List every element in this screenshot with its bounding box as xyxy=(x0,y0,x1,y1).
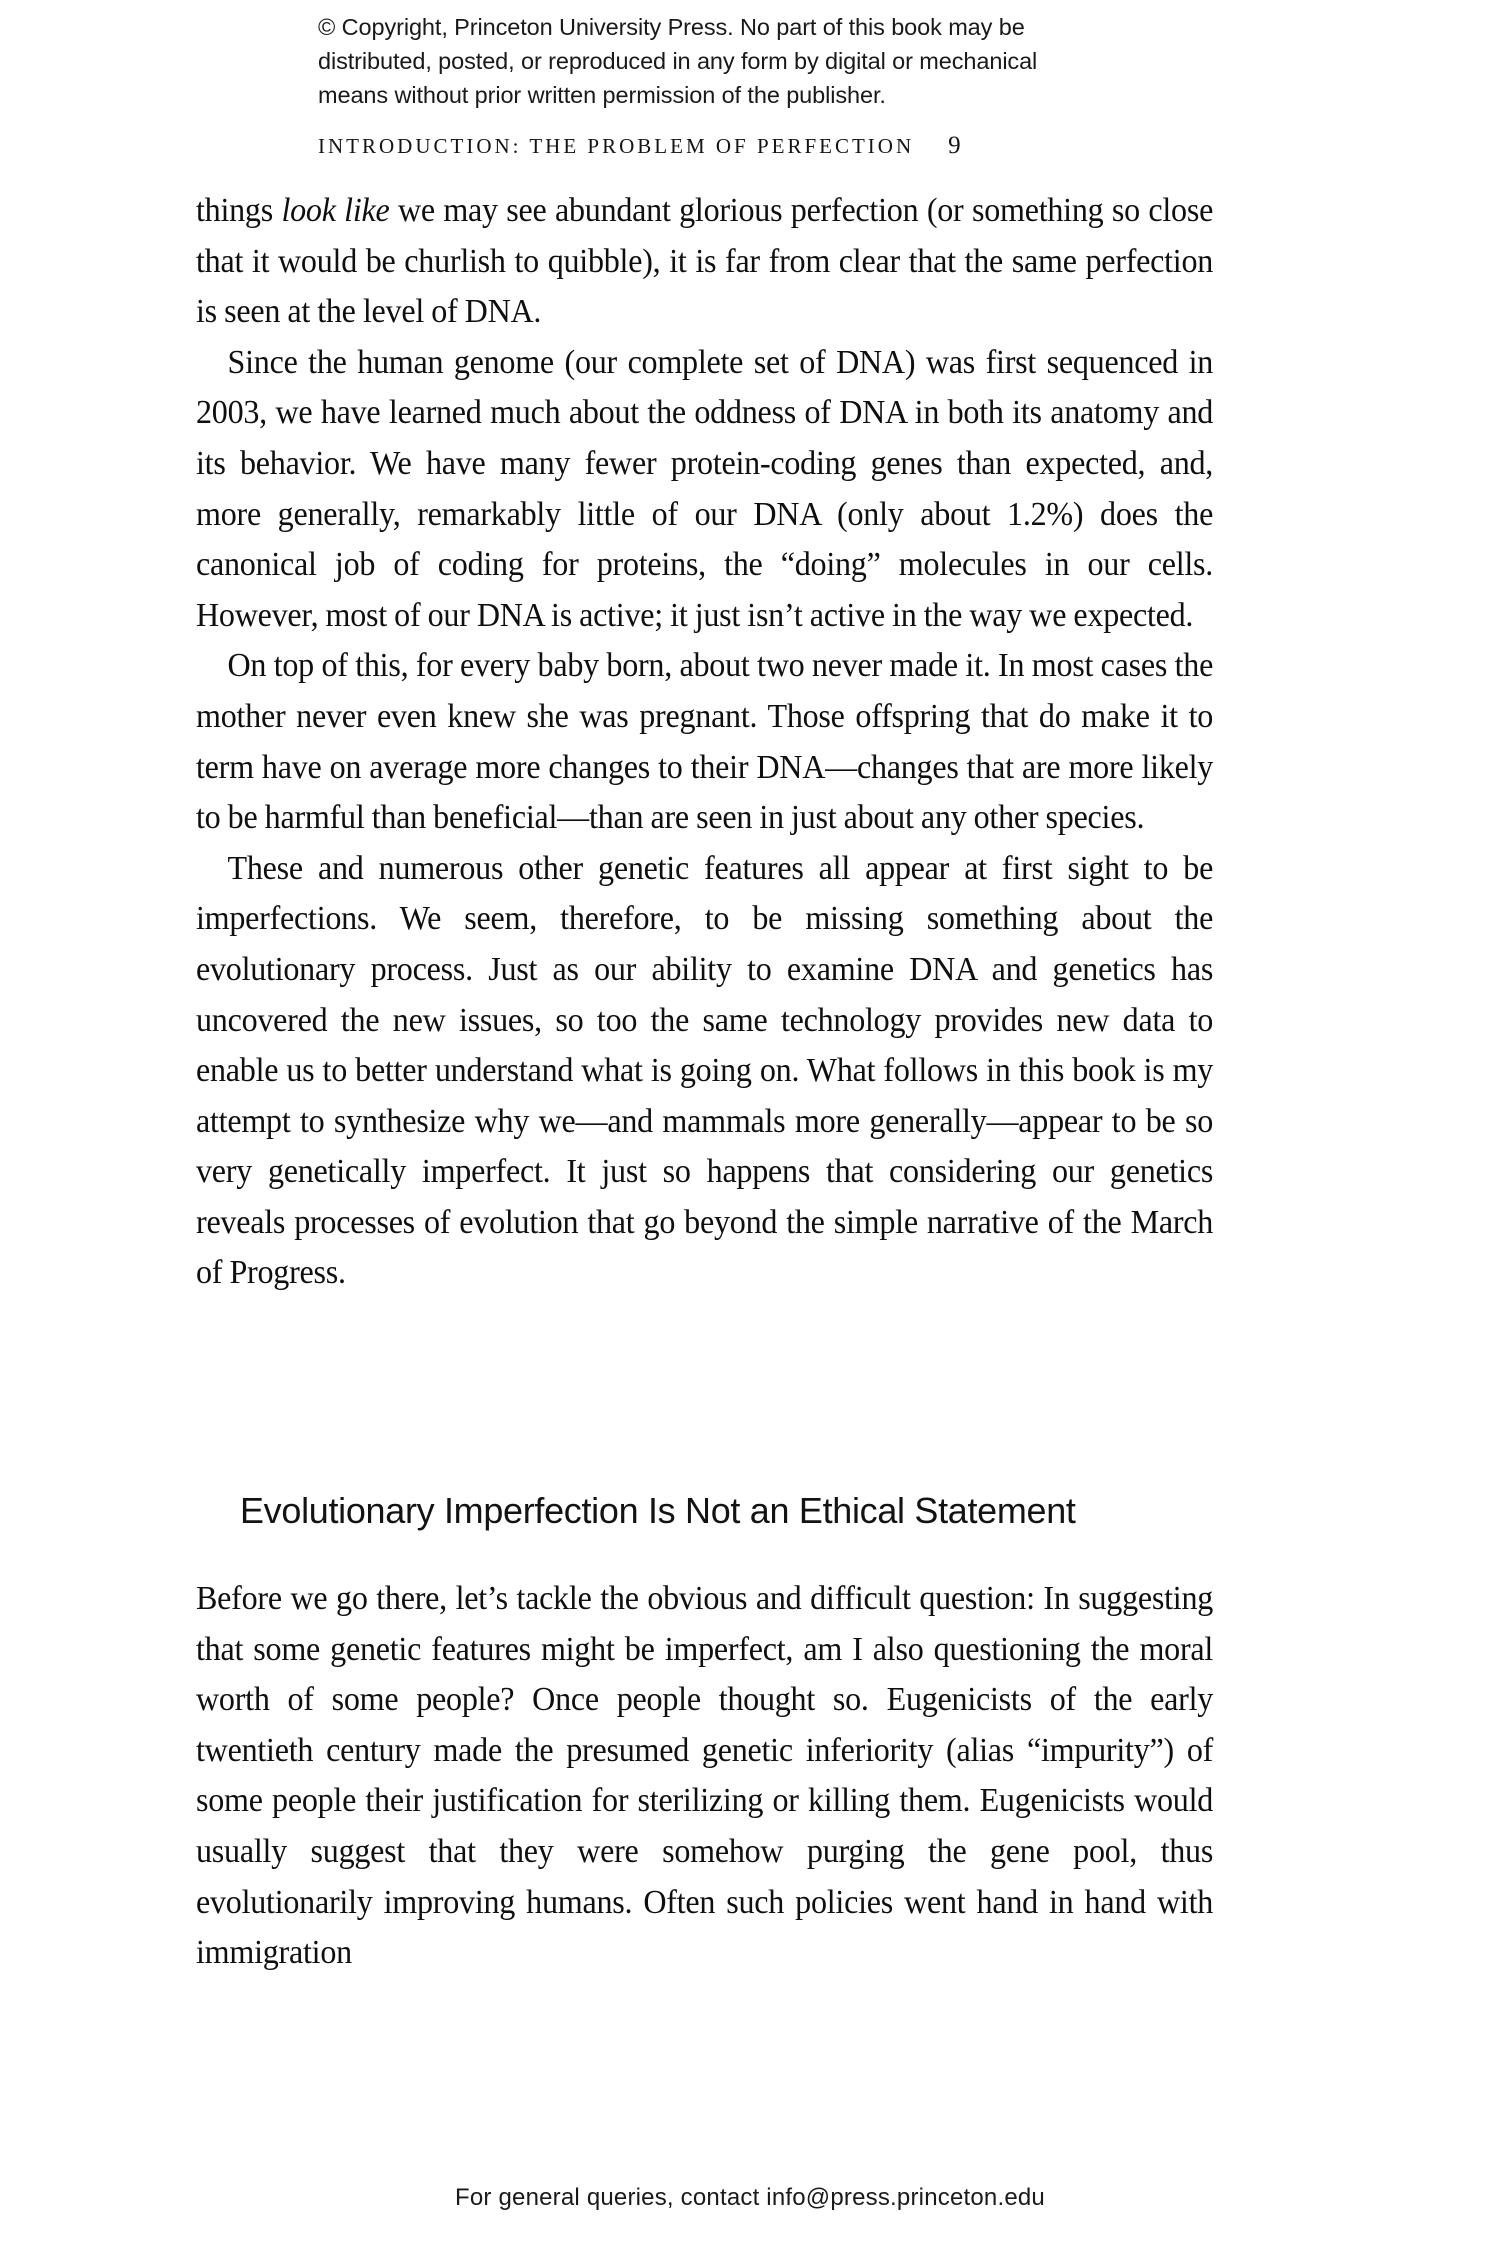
body-column-top xyxy=(196,186,1261,1299)
body-column-bottom xyxy=(196,1574,1261,1979)
running-head-title: INTRODUCTION: THE PROBLEM OF PERFECTION xyxy=(318,134,915,158)
paragraph-1-italic-phrase: look like xyxy=(281,192,390,229)
copyright-line-3: means without prior written permission of the publisher. xyxy=(318,82,886,108)
copyright-line-2: distributed, posted, or reproduced in any form by digital or mechanical xyxy=(318,48,1038,74)
section-heading: Evolutionary Imperfection Is Not an Ethical Statement xyxy=(240,1490,1076,1531)
paragraph-ethics: Before we go there, let’s tackle the obvious and difficult question: In suggesting that some genetic features might be imperfect, am I also questioning the moral worth of some people? Once people thought so. Eugenicists of the early twentieth century made the presumed genetic inferiority (alias “impurity”) of some people their justification for sterilizing or killing them. Eugenicists would usually suggest that they were somehow purging the gene pool, thus evolutionarily improving humans. Often such policies went hand in hand with immigration xyxy=(196,1580,1214,1972)
page-number: 9 xyxy=(948,132,961,159)
copyright-notice xyxy=(318,10,1158,112)
page-footer: For general queries, contact info@press.princeton.edu xyxy=(455,2184,1045,2211)
copyright-line-1: © Copyright, Princeton University Press. No part of this book may be xyxy=(318,14,1025,40)
paragraph-imperfections: These and numerous other genetic features all appear at first sight to be imperfections. We seem, therefore, to be missing something about the evolutionary process. Just as our ability to examine DNA and genetics has uncovered the new issues, so too the same technology provides new data to enable us to better understand what is going on. What follows in this book is my attempt to synthesize why we—and mammals more generally—appear to be so very genetically imperfect. It just so happens that considering our genetics reveals processes of evolution that go beyond the simple narrative of the March of Progress. xyxy=(196,849,1214,1292)
paragraph-1-post: we may see abundant glorious perfection (or something so close that it would be churlish to quibble), it is far from clear that the same perfection is seen at the level of DNA. xyxy=(196,192,1214,331)
paragraph-genome: Since the human genome (our complete set of DNA) was first sequenced in 2003, we have learned much about the oddness of DNA in both its anatomy and its behavior. We have many fewer protein-coding genes than expected, and, more generally, remarkably little of our DNA (only about 1.2%) does the canonical job of coding for proteins, the “doing” molecules in our cells. However, most of our DNA is active; it just isn’t active in the way we expected. xyxy=(196,343,1214,634)
paragraph-1-pre: things xyxy=(196,192,282,229)
paragraph-babies: On top of this, for every baby born, about two never made it. In most cases the mother never even knew she was pregnant. Those offspring that do make it to term have on average more changes to their DNA—changes that are more likely to be harmful than beneficial—than are seen in just about any other species. xyxy=(196,647,1214,837)
running-head xyxy=(318,132,1178,160)
paragraph-continuation xyxy=(196,186,1213,338)
